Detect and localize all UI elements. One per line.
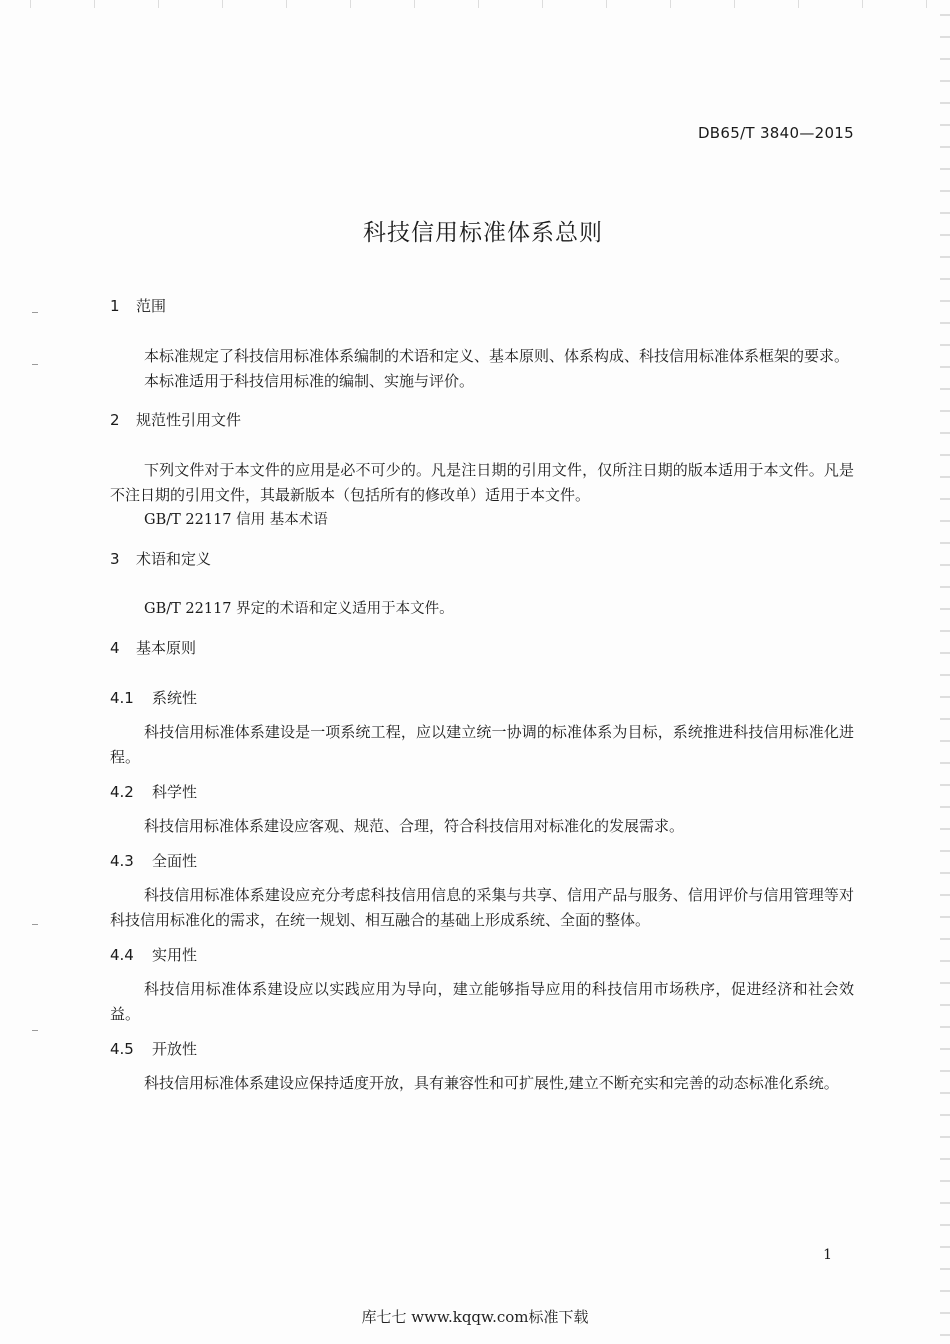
section-heading [110, 636, 854, 660]
section-title: 规范性引用文件 [136, 411, 242, 429]
section-number: 2 [110, 411, 120, 429]
document-code: DB65/T 3840—2015 [697, 124, 854, 142]
subsection-heading [110, 780, 854, 804]
subsection-number: 4.5 [110, 1040, 134, 1058]
section-title: 术语和定义 [136, 550, 212, 568]
page-number: 1 [823, 1247, 832, 1263]
paragraph: 下列文件对于本文件的应用是必不可少的。凡是注日期的引用文件，仅所注日期的版本适用于本文件。凡是不注日期的引用文件，其最新版本（包括所有的修改单）适用于本文件。 [110, 461, 854, 504]
paragraph: 科技信用标准体系建设应客观、规范、合理，符合科技信用对标准化的发展需求。 [144, 817, 685, 835]
scan-mark [32, 1030, 38, 1031]
subsection-number: 4.3 [110, 852, 134, 870]
section-heading [110, 547, 854, 571]
paragraph: 科技信用标准体系建设应以实践应用为导向，建立能够指导应用的科技信用市场秩序，促进经济和社会效益。 [110, 980, 854, 1023]
subsection-heading [110, 686, 854, 710]
section-heading [110, 294, 854, 318]
subsection-heading [110, 1037, 854, 1061]
subsection-heading [110, 943, 854, 967]
subsection-title: 系统性 [152, 689, 198, 707]
reference-entry: GB/T 22117 信用 基本术语 [144, 512, 328, 528]
subsection-title: 全面性 [152, 852, 198, 870]
paragraph: 本标准规定了科技信用标准体系编制的术语和定义、基本原则、体系构成、科技信用标准体系框架的要求。 [144, 347, 850, 365]
subsection-title: 开放性 [152, 1040, 198, 1058]
scan-mark [32, 364, 38, 365]
subsection-number: 4.1 [110, 689, 134, 707]
section-number: 1 [110, 297, 120, 315]
section-title: 基本原则 [136, 639, 197, 657]
section-heading [110, 408, 854, 432]
paragraph: 科技信用标准体系建设是一项系统工程，应以建立统一协调的标准体系为目标，系统推进科技信用标准化进程。 [110, 723, 854, 766]
document-title: 科技信用标准体系总则 [363, 220, 603, 246]
scan-mark [32, 312, 38, 313]
section-title: 范围 [136, 297, 167, 315]
paragraph: 科技信用标准体系建设应保持适度开放，具有兼容性和可扩展性,建立不断充实和完善的动态标准化系统。 [144, 1074, 839, 1092]
subsection-title: 科学性 [152, 783, 198, 801]
scan-edge-right [940, 0, 950, 1344]
section-number: 3 [110, 550, 120, 568]
scan-mark [32, 924, 38, 925]
subsection-title: 实用性 [152, 946, 198, 964]
paragraph: 科技信用标准体系建设应充分考虑科技信用信息的采集与共享、信用产品与服务、信用评价与信用管理等对科技信用标准化的需求，在统一规划、相互融合的基础上形成系统、全面的整体。 [110, 886, 854, 929]
section-number: 4 [110, 639, 120, 657]
subsection-number: 4.4 [110, 946, 134, 964]
paragraph: GB/T 22117 界定的术语和定义适用于本文件。 [144, 601, 454, 617]
subsection-heading [110, 849, 854, 873]
scan-edge-top [0, 0, 950, 8]
subsection-number: 4.2 [110, 783, 134, 801]
paragraph: 本标准适用于科技信用标准的编制、实施与评价。 [144, 372, 475, 390]
document-body [110, 294, 854, 1096]
footer-watermark: 库七七 www.kqqw.com标准下载 [361, 1308, 589, 1326]
